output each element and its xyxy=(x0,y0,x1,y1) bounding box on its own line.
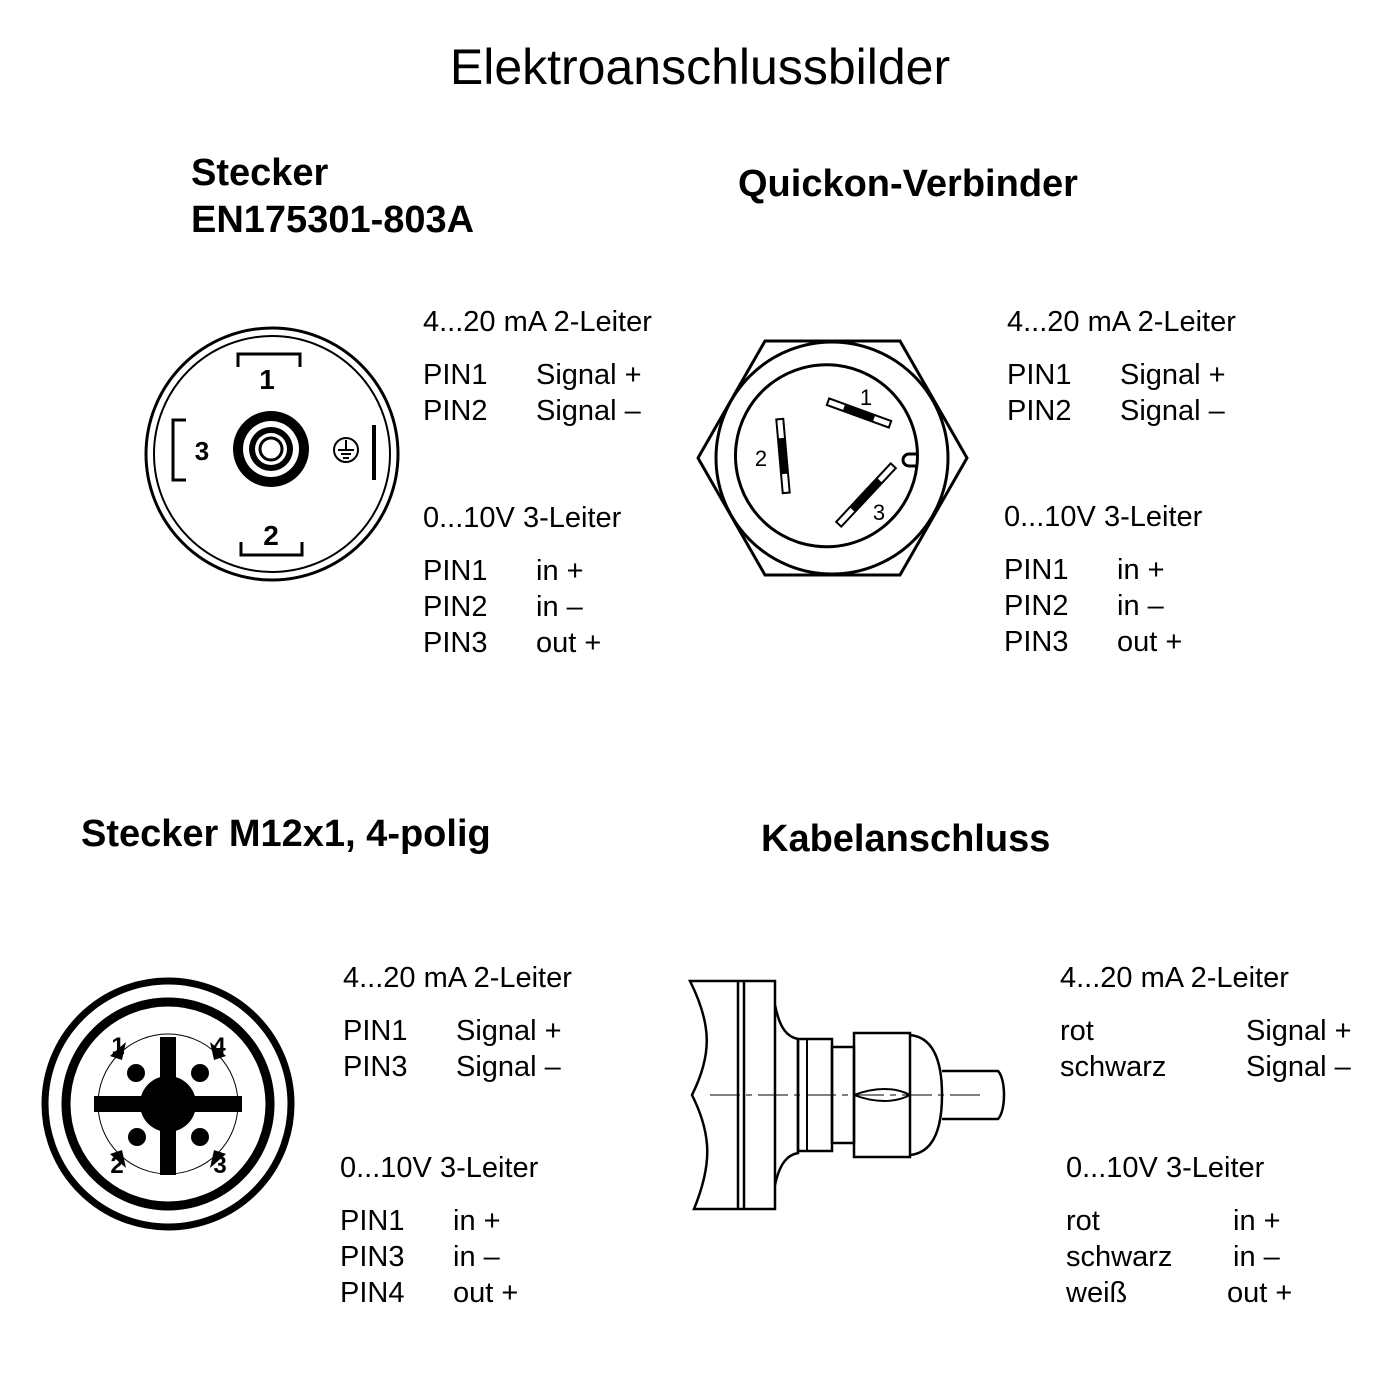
pin-function: out + xyxy=(453,1277,519,1309)
cable-mode-2wire xyxy=(1060,962,1352,1085)
wire-function: Signal – xyxy=(1246,1051,1351,1083)
en175301-pin3-bracket xyxy=(173,420,186,480)
en175301-mode-2wire xyxy=(423,306,652,429)
m12-2wire-row xyxy=(343,1013,572,1049)
cable-gland-drawing xyxy=(680,975,1010,1215)
m12-2wire-row xyxy=(343,1049,572,1085)
quickon-mode-2wire-label: 4...20 mA 2-Leiter xyxy=(1007,306,1236,338)
en175301-heading xyxy=(191,150,474,244)
en175301-3wire-row xyxy=(423,589,621,625)
wire-color: schwarz xyxy=(1060,1051,1167,1083)
pin-function: Signal – xyxy=(536,395,641,427)
pin-label: PIN1 xyxy=(423,359,488,391)
wire-function: out + xyxy=(1227,1277,1293,1309)
pin-function: in – xyxy=(453,1241,500,1273)
m12-pin-1 xyxy=(127,1064,145,1082)
m12-3wire-row xyxy=(340,1239,538,1275)
pin-label: PIN2 xyxy=(1004,590,1069,622)
pin-label: PIN3 xyxy=(1004,626,1069,658)
pin-function: out + xyxy=(1117,626,1183,658)
m12-mode-3wire xyxy=(340,1152,538,1311)
pin-function: Signal + xyxy=(1120,359,1226,391)
pin-function: in + xyxy=(536,555,584,587)
pin-function: in + xyxy=(1117,554,1165,586)
en175301-2wire-row xyxy=(423,357,652,393)
cable-mode-2wire-label: 4...20 mA 2-Leiter xyxy=(1060,962,1289,994)
pin-function: Signal – xyxy=(456,1051,561,1083)
pin-function: Signal + xyxy=(536,359,642,391)
wire-function: in – xyxy=(1233,1241,1280,1273)
quickon-connector-drawing xyxy=(695,338,970,578)
pin-label: PIN1 xyxy=(343,1015,408,1047)
pin-function: in – xyxy=(1117,590,1164,622)
en175301-mode-2wire-label: 4...20 mA 2-Leiter xyxy=(423,306,652,338)
m12-pin3-label: 3 xyxy=(213,1152,227,1179)
quickon-pin1-label: 1 xyxy=(859,385,873,410)
quickon-mode-2wire xyxy=(1007,306,1236,429)
en175301-heading-line1: Stecker xyxy=(191,152,329,194)
m12-connector-drawing xyxy=(38,978,303,1233)
wire-color: schwarz xyxy=(1066,1241,1173,1273)
quickon-mode-3wire xyxy=(1004,501,1202,660)
cable-2wire-row xyxy=(1060,1013,1352,1049)
cable-mode-3wire-label: 0...10V 3-Leiter xyxy=(1066,1152,1265,1184)
m12-pin-2 xyxy=(128,1128,146,1146)
cable-2wire-row xyxy=(1060,1049,1352,1085)
cable-3wire-row xyxy=(1066,1275,1292,1311)
pin-label: PIN1 xyxy=(423,555,488,587)
quickon-inner-ring-gap xyxy=(815,465,917,547)
quickon-blade-2 xyxy=(776,419,789,493)
en175301-mode-3wire-label: 0...10V 3-Leiter xyxy=(423,502,622,534)
pin-label: PIN2 xyxy=(423,395,488,427)
cable-3wire-row xyxy=(1066,1203,1292,1239)
quickon-pin3-label: 3 xyxy=(872,500,886,525)
pin-function: in + xyxy=(453,1205,501,1237)
pin-function: in – xyxy=(536,591,583,623)
quickon-hex-nut xyxy=(698,341,967,575)
quickon-blade-3 xyxy=(836,463,896,526)
m12-center-hub xyxy=(140,1076,196,1132)
en175301-pin3-label: 3 xyxy=(194,436,210,466)
wire-color: weiß xyxy=(1066,1277,1128,1309)
quickon-heading: Quickon-Verbinder xyxy=(738,163,1078,205)
pin-label: PIN1 xyxy=(1007,359,1072,391)
wire-function: Signal + xyxy=(1246,1015,1352,1047)
cable-mode-3wire xyxy=(1066,1152,1292,1311)
cable-heading: Kabelanschluss xyxy=(761,818,1051,860)
en175301-2wire-row xyxy=(423,393,652,429)
pin-label: PIN2 xyxy=(423,591,488,623)
page-title: Elektroanschlussbilder xyxy=(449,39,951,95)
pin-function: out + xyxy=(536,627,602,659)
wire-color: rot xyxy=(1060,1015,1094,1047)
ground-icon xyxy=(334,438,358,462)
wire-function: in + xyxy=(1233,1205,1281,1237)
m12-3wire-row xyxy=(340,1275,538,1311)
pin-label: PIN4 xyxy=(340,1277,405,1309)
en175301-pin2-label: 2 xyxy=(263,520,279,551)
pin-label: PIN3 xyxy=(423,627,488,659)
pin-label: PIN3 xyxy=(340,1241,405,1273)
m12-pin2-label: 2 xyxy=(110,1152,124,1179)
pin-function: Signal – xyxy=(1120,395,1225,427)
quickon-3wire-row xyxy=(1004,552,1202,588)
m12-pin-4 xyxy=(191,1064,209,1082)
m12-pin1-label: 1 xyxy=(111,1033,125,1060)
m12-pin4-label: 4 xyxy=(212,1033,226,1060)
pin-label: PIN1 xyxy=(340,1205,405,1237)
cable-3wire-row xyxy=(1066,1239,1292,1275)
pin-label: PIN3 xyxy=(343,1051,408,1083)
quickon-outer-ring xyxy=(716,342,948,574)
quickon-3wire-row xyxy=(1004,624,1202,660)
pin-function: Signal + xyxy=(456,1015,562,1047)
quickon-mode-3wire-label: 0...10V 3-Leiter xyxy=(1004,501,1203,533)
m12-heading: Stecker M12x1, 4-polig xyxy=(81,813,491,855)
en175301-connector-drawing xyxy=(140,325,405,585)
quickon-pin2-label: 2 xyxy=(754,446,768,471)
m12-mode-2wire xyxy=(343,962,572,1085)
en175301-pin1-label: 1 xyxy=(259,364,275,395)
en175301-heading-line2: EN175301-803A xyxy=(191,199,475,241)
wire-color: rot xyxy=(1066,1205,1100,1237)
quickon-3wire-row xyxy=(1004,588,1202,624)
m12-3wire-row xyxy=(340,1203,538,1239)
quickon-2wire-row xyxy=(1007,357,1236,393)
quickon-2wire-row xyxy=(1007,393,1236,429)
en175301-mode-3wire xyxy=(423,502,621,661)
m12-mode-3wire-label: 0...10V 3-Leiter xyxy=(340,1152,539,1184)
pin-label: PIN2 xyxy=(1007,395,1072,427)
en175301-3wire-row xyxy=(423,625,621,661)
m12-pin-3 xyxy=(191,1128,209,1146)
en175301-3wire-row xyxy=(423,553,621,589)
pin-label: PIN1 xyxy=(1004,554,1069,586)
m12-mode-2wire-label: 4...20 mA 2-Leiter xyxy=(343,962,572,994)
